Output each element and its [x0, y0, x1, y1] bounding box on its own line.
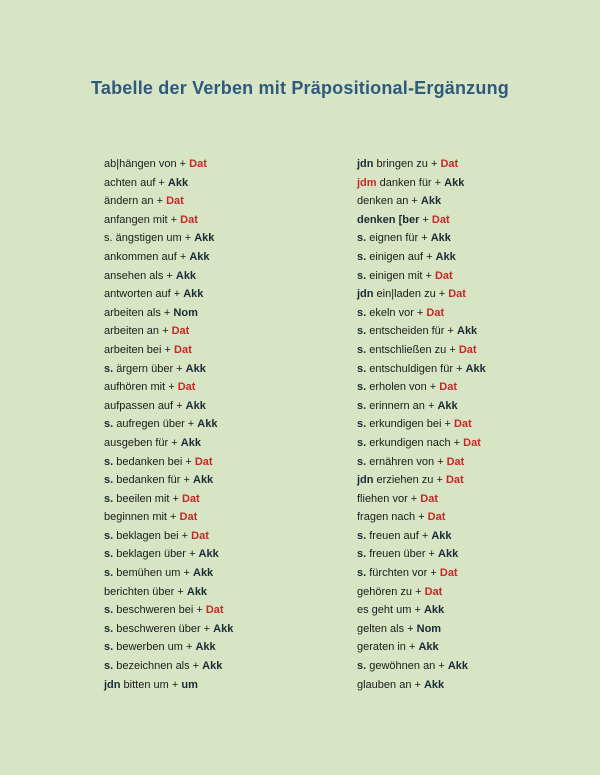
case-label: Akk — [418, 641, 439, 654]
verb-entry — [357, 415, 486, 434]
verb-entry — [104, 434, 233, 453]
verb-text: gehören zu + — [357, 585, 425, 598]
verb-text: aufhören mit + — [104, 381, 178, 394]
verb-entry — [357, 192, 486, 211]
verb-text: erinnern an + — [366, 399, 438, 412]
verb-text: es geht um + — [357, 604, 424, 617]
verb-text: bedanken für + — [113, 474, 193, 487]
verb-entry — [104, 657, 233, 676]
verb-entry — [357, 304, 486, 323]
verb-text: geraten in + — [357, 641, 419, 654]
verb-entry — [357, 601, 486, 620]
verb-text: aufpassen auf + — [104, 399, 186, 412]
verb-text: ein|laden zu + — [373, 288, 449, 301]
verb-text: anfangen mit + — [104, 213, 181, 226]
verb-prefix: s. — [104, 455, 114, 468]
verb-entry — [104, 155, 233, 174]
verb-prefix: jdn — [357, 288, 374, 301]
verb-entry — [104, 322, 233, 341]
case-label: Akk — [193, 474, 214, 487]
case-label: Akk — [193, 567, 214, 580]
verb-text: ausgeben für + — [104, 436, 181, 449]
case-label: Dat — [180, 213, 198, 226]
case-label: Dat — [181, 492, 200, 505]
verb-list-left — [104, 155, 233, 694]
verb-entry — [357, 434, 486, 453]
verb-entry — [104, 285, 233, 304]
case-label: Dat — [440, 158, 459, 170]
verb-prefix: s. — [357, 567, 367, 580]
verb-entry — [104, 397, 233, 416]
verb-text: ernähren von + — [366, 455, 447, 468]
verb-entry — [104, 620, 233, 639]
verb-entry — [104, 490, 233, 509]
verb-entry — [104, 360, 233, 379]
verb-text: s. ängstigen um + — [104, 232, 195, 245]
verb-entry — [357, 378, 486, 397]
verb-prefix: s. — [357, 381, 367, 394]
verb-text: beginnen mit + — [104, 511, 180, 524]
verb-entry — [357, 527, 486, 546]
case-label: Akk — [435, 250, 456, 263]
verb-entry — [104, 527, 233, 546]
case-label: Akk — [447, 660, 469, 673]
verb-text: + — [419, 213, 432, 226]
verb-list-right — [357, 155, 486, 694]
verb-prefix: jdn — [357, 158, 374, 170]
verb-text: ändern an + — [104, 195, 167, 208]
case-label: Dat — [434, 269, 453, 282]
case-label: Akk — [444, 176, 465, 189]
case-label: Akk — [423, 604, 445, 617]
case-label: Akk — [195, 641, 216, 654]
verb-text: bedanken bei + — [113, 455, 195, 468]
verb-text: beschweren bei + — [113, 604, 206, 617]
verb-text: bemühen um + — [113, 567, 193, 580]
case-label: Akk — [194, 232, 215, 245]
verb-text: gewöhnen an + — [366, 660, 448, 673]
verb-entry — [357, 508, 486, 527]
verb-entry — [104, 267, 233, 286]
verb-prefix: s. — [357, 232, 367, 245]
verb-text: arbeiten bei + — [104, 343, 175, 356]
verb-entry — [357, 564, 486, 583]
case-label: Dat — [420, 492, 439, 505]
verb-text: denken an + — [357, 195, 421, 208]
verb-entry — [104, 211, 233, 230]
verb-prefix: s. — [357, 362, 367, 375]
case-label: Akk — [430, 232, 451, 245]
verb-entry — [104, 341, 233, 360]
verb-text: berichten über + — [104, 585, 187, 598]
verb-entry — [357, 285, 486, 304]
verb-prefix: s. — [357, 529, 367, 542]
verb-entry — [357, 453, 486, 472]
verb-entry — [104, 583, 233, 602]
verb-entry — [104, 304, 233, 323]
verb-prefix: s. — [104, 474, 114, 487]
verb-entry — [357, 229, 486, 248]
case-label: Akk — [167, 176, 189, 189]
verb-text: ab|hängen von + — [104, 158, 190, 170]
verb-text: erholen von + — [366, 381, 440, 394]
verb-entry — [104, 174, 233, 193]
verb-prefix: s. — [104, 418, 114, 431]
case-label: Akk — [213, 622, 234, 635]
case-label: Akk — [197, 418, 218, 431]
verb-entry — [357, 174, 486, 193]
verb-text: achten auf + — [104, 176, 168, 189]
verb-text: bewerben um + — [113, 641, 196, 654]
verb-text: freuen über + — [366, 548, 439, 561]
verb-prefix: jdm — [357, 176, 377, 189]
case-label: Dat — [424, 585, 443, 598]
verb-prefix: s. — [357, 306, 367, 319]
verb-text: antworten auf + — [104, 288, 184, 301]
case-label: Akk — [185, 399, 206, 412]
case-label: Dat — [191, 529, 209, 542]
verb-text: aufregen über + — [113, 418, 198, 431]
case-label: Akk — [465, 362, 486, 375]
verb-entry — [357, 620, 486, 639]
case-label: Dat — [179, 511, 198, 524]
verb-entry — [357, 360, 486, 379]
case-label: Dat — [448, 288, 466, 301]
verb-prefix: s. — [357, 269, 367, 282]
verb-prefix: s. — [357, 250, 367, 263]
verb-entry — [104, 545, 233, 564]
verb-text: glauben an + — [357, 678, 424, 691]
verb-text: erziehen zu + — [373, 474, 446, 487]
verb-text: fliehen vor + — [357, 492, 421, 505]
verb-prefix: jdn — [357, 474, 374, 487]
case-label: Dat — [426, 306, 445, 319]
verb-text: bitten um + — [120, 678, 182, 691]
verb-text: danken für + — [376, 176, 445, 189]
case-label: Akk — [437, 399, 458, 412]
case-label: Dat — [189, 158, 207, 170]
verb-text: freuen auf + — [366, 529, 432, 542]
case-label: Dat — [174, 343, 192, 356]
case-label: Dat — [446, 455, 465, 468]
verb-prefix: s. — [104, 362, 114, 375]
verb-entry — [357, 397, 486, 416]
case-label: um — [181, 678, 198, 691]
verb-entry — [357, 638, 486, 657]
verb-prefix: s. — [357, 436, 367, 449]
verb-prefix: s. — [104, 622, 114, 635]
verb-prefix: s. — [357, 343, 367, 356]
verb-prefix: s. — [357, 660, 367, 673]
verb-prefix: s. — [357, 399, 367, 412]
verb-entry — [104, 192, 233, 211]
verb-text: beschweren über + — [113, 622, 214, 635]
case-label: Dat — [171, 325, 190, 338]
verb-entry — [104, 229, 233, 248]
verb-prefix: s. — [104, 548, 114, 561]
case-label: Akk — [198, 548, 219, 561]
verb-text: eignen für + — [366, 232, 431, 245]
case-label: Dat — [194, 455, 213, 468]
page-title: Tabelle der Verben mit Präpositional-Ergänzung — [91, 78, 509, 99]
case-label: Dat — [166, 195, 184, 208]
verb-text: beklagen bei + — [113, 529, 192, 542]
verb-text: beklagen über + — [113, 548, 199, 561]
verb-entry — [357, 211, 486, 230]
verb-prefix: s. — [104, 641, 114, 654]
verb-entry — [357, 341, 486, 360]
verb-entry — [104, 601, 233, 620]
verb-text: beeilen mit + — [113, 492, 182, 505]
verb-prefix: denken [ber — [357, 213, 420, 226]
case-label: Akk — [180, 436, 201, 449]
case-label: Dat — [463, 436, 481, 449]
case-label: Akk — [202, 660, 223, 673]
case-label: Dat — [439, 381, 458, 394]
verb-text: entschuldigen für + — [366, 362, 466, 375]
verb-prefix: s. — [357, 325, 367, 338]
case-label: Dat — [453, 418, 472, 431]
case-label: Dat — [205, 604, 224, 617]
verb-prefix: s. — [357, 455, 367, 468]
case-label: Dat — [427, 511, 446, 524]
case-label: Nom — [173, 306, 198, 319]
verb-text: erkundigen nach + — [366, 436, 464, 449]
case-label: Akk — [185, 362, 206, 375]
verb-text: ekeln vor + — [366, 306, 427, 319]
verb-entry — [357, 676, 486, 695]
verb-entry — [104, 415, 233, 434]
verb-prefix: s. — [104, 567, 114, 580]
case-label: Akk — [175, 269, 197, 282]
case-label: Dat — [431, 213, 450, 226]
case-label: Nom — [416, 622, 442, 635]
verb-text: fürchten vor + — [366, 567, 440, 580]
verb-text: fragen nach + — [357, 511, 428, 524]
verb-text: bringen zu + — [373, 158, 441, 170]
verb-entry — [104, 638, 233, 657]
verb-entry — [357, 155, 486, 174]
verb-entry — [357, 490, 486, 509]
verb-entry — [104, 453, 233, 472]
case-label: Dat — [458, 343, 477, 356]
verb-entry — [357, 583, 486, 602]
verb-text: einigen mit + — [366, 269, 435, 282]
case-label: Akk — [423, 678, 445, 691]
verb-prefix: s. — [104, 660, 114, 673]
verb-entry — [357, 545, 486, 564]
verb-entry — [357, 248, 486, 267]
verb-entry — [357, 471, 486, 490]
verb-entry — [357, 322, 486, 341]
verb-text: entscheiden für + — [366, 325, 457, 338]
verb-prefix: s. — [357, 418, 367, 431]
verb-prefix: s. — [104, 529, 114, 542]
verb-text: ankommen auf + — [104, 250, 190, 263]
verb-prefix: s. — [104, 492, 114, 505]
verb-text: erkundigen bei + — [366, 418, 454, 431]
case-label: Akk — [420, 195, 442, 208]
verb-text: ärgern über + — [113, 362, 186, 375]
verb-entry — [104, 564, 233, 583]
verb-text: einigen auf + — [366, 250, 436, 263]
verb-entry — [104, 471, 233, 490]
verb-entry — [104, 508, 233, 527]
verb-text: bezeichnen als + — [113, 660, 203, 673]
verb-entry — [104, 676, 233, 695]
verb-entry — [357, 657, 486, 676]
verb-text: entschließen zu + — [366, 343, 459, 356]
case-label: Akk — [431, 529, 452, 542]
case-label: Akk — [189, 250, 210, 263]
verb-entry — [357, 267, 486, 286]
case-label: Akk — [186, 585, 208, 598]
verb-text: arbeiten an + — [104, 325, 172, 338]
case-label: Akk — [438, 548, 459, 561]
case-label: Dat — [439, 567, 458, 580]
case-label: Dat — [177, 381, 196, 394]
case-label: Akk — [183, 288, 204, 301]
verb-prefix: s. — [104, 604, 114, 617]
verb-entry — [104, 378, 233, 397]
verb-prefix: jdn — [104, 678, 121, 691]
verb-entry — [104, 248, 233, 267]
case-label: Akk — [457, 325, 478, 338]
verb-prefix: s. — [357, 548, 367, 561]
case-label: Dat — [445, 474, 464, 487]
verb-text: ansehen als + — [104, 269, 176, 282]
verb-text: arbeiten als + — [104, 306, 174, 319]
verb-text: gelten als + — [357, 622, 417, 635]
